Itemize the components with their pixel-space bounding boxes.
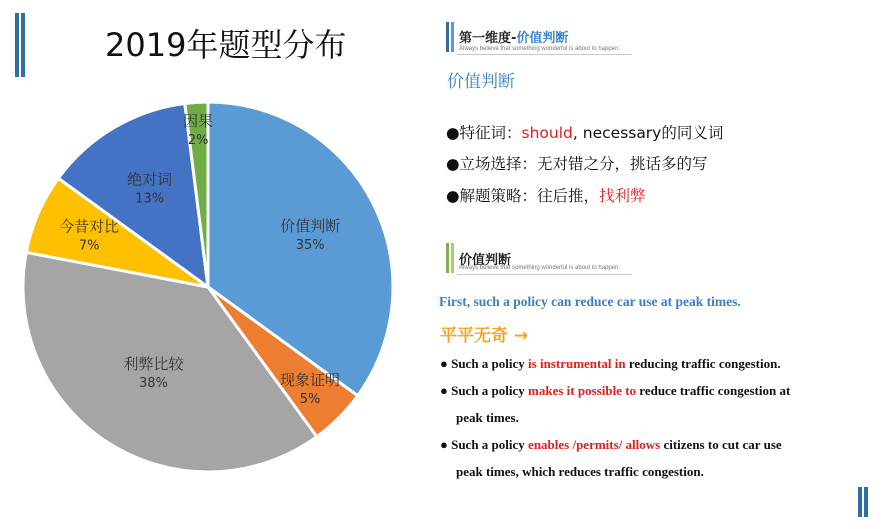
pie-chart xyxy=(0,95,420,515)
header-accent-bar xyxy=(451,22,454,52)
example-bullet-2-cont: peak times. xyxy=(456,410,519,425)
feature-text: ●特征词： xyxy=(446,124,522,142)
feature-highlight: should xyxy=(521,124,573,142)
bullet-highlight: makes it possible to xyxy=(528,383,637,398)
pie-percent-6: 2% xyxy=(187,133,209,149)
bullet-highlight: is instrumental in xyxy=(528,356,626,371)
feature-line-3 xyxy=(446,184,646,206)
feature-text: ●立场选择：无对错之分，挑话多的写 xyxy=(446,155,708,173)
header-accent-bar xyxy=(446,243,449,273)
slide-corner-bar xyxy=(858,487,862,517)
header-accent-bar xyxy=(451,243,454,273)
header-divider xyxy=(457,274,632,275)
pie-percent-2: 5% xyxy=(299,392,321,408)
slide-corner-bar xyxy=(864,487,868,517)
section1-header-sub: Always believe that something wonderful is about to happen. xyxy=(459,46,621,52)
bullet-text: reducing traffic congestion. xyxy=(625,356,781,371)
chart-title: 2019年题型分布 xyxy=(105,26,347,64)
example-bullet-3-cont: peak times, which reduces traffic congestion. xyxy=(456,464,704,479)
pie-label-3: 利弊比较 xyxy=(123,354,184,373)
pie-label-1: 价值判断 xyxy=(280,216,341,235)
bullet-highlight: enables /permits/ allows xyxy=(528,437,661,452)
example-bullet-1 xyxy=(440,356,781,372)
section1-header xyxy=(459,27,568,46)
feature-highlight: 找利弊 xyxy=(599,187,646,205)
feature-line-1 xyxy=(446,121,723,143)
header-divider xyxy=(457,54,632,55)
bullet-text: reduce traffic congestion at xyxy=(636,383,791,398)
bullet-text: ● Such a policy xyxy=(440,356,529,371)
bullet-text: citizens to cut car use xyxy=(660,437,782,452)
pie-percent-1: 35% xyxy=(295,237,325,253)
feature-line-2 xyxy=(446,152,708,174)
example-bullet-2 xyxy=(440,383,790,399)
section1-header-prefix: 第一维度- xyxy=(459,31,517,46)
feature-text: ●解题策略：往后推， xyxy=(446,187,600,205)
section1-subtitle: 价值判断 xyxy=(447,72,515,92)
pie-label-4: 今昔对比 xyxy=(59,217,120,236)
pie-label-5: 绝对词 xyxy=(127,170,173,189)
pie-percent-4: 7% xyxy=(78,238,100,254)
bullet-text: ● Such a policy xyxy=(440,437,529,452)
pie-percent-5: 13% xyxy=(135,191,165,207)
slide-accent-bar xyxy=(15,13,19,77)
bullet-text: ● Such a policy xyxy=(440,383,529,398)
pie-percent-3: 38% xyxy=(139,375,168,391)
section2-header-sub: Always believe that something wonderful is about to happen. xyxy=(459,265,621,271)
plain-heading: 平平无奇 → xyxy=(440,326,529,346)
pie-label-2: 现象证明 xyxy=(280,371,341,390)
example-bullet-3 xyxy=(440,437,782,453)
slide-accent-bar xyxy=(21,13,25,77)
section1-header-accent: 价值判断 xyxy=(516,31,569,46)
pie-label-6: 因果 xyxy=(183,112,214,131)
header-accent-bar xyxy=(446,22,449,52)
section2-header: 价值判断 xyxy=(459,253,512,268)
first-sentence: First, such a policy can reduce car use at peak times. xyxy=(439,294,741,309)
feature-text: , necessary的同义词 xyxy=(572,124,724,142)
